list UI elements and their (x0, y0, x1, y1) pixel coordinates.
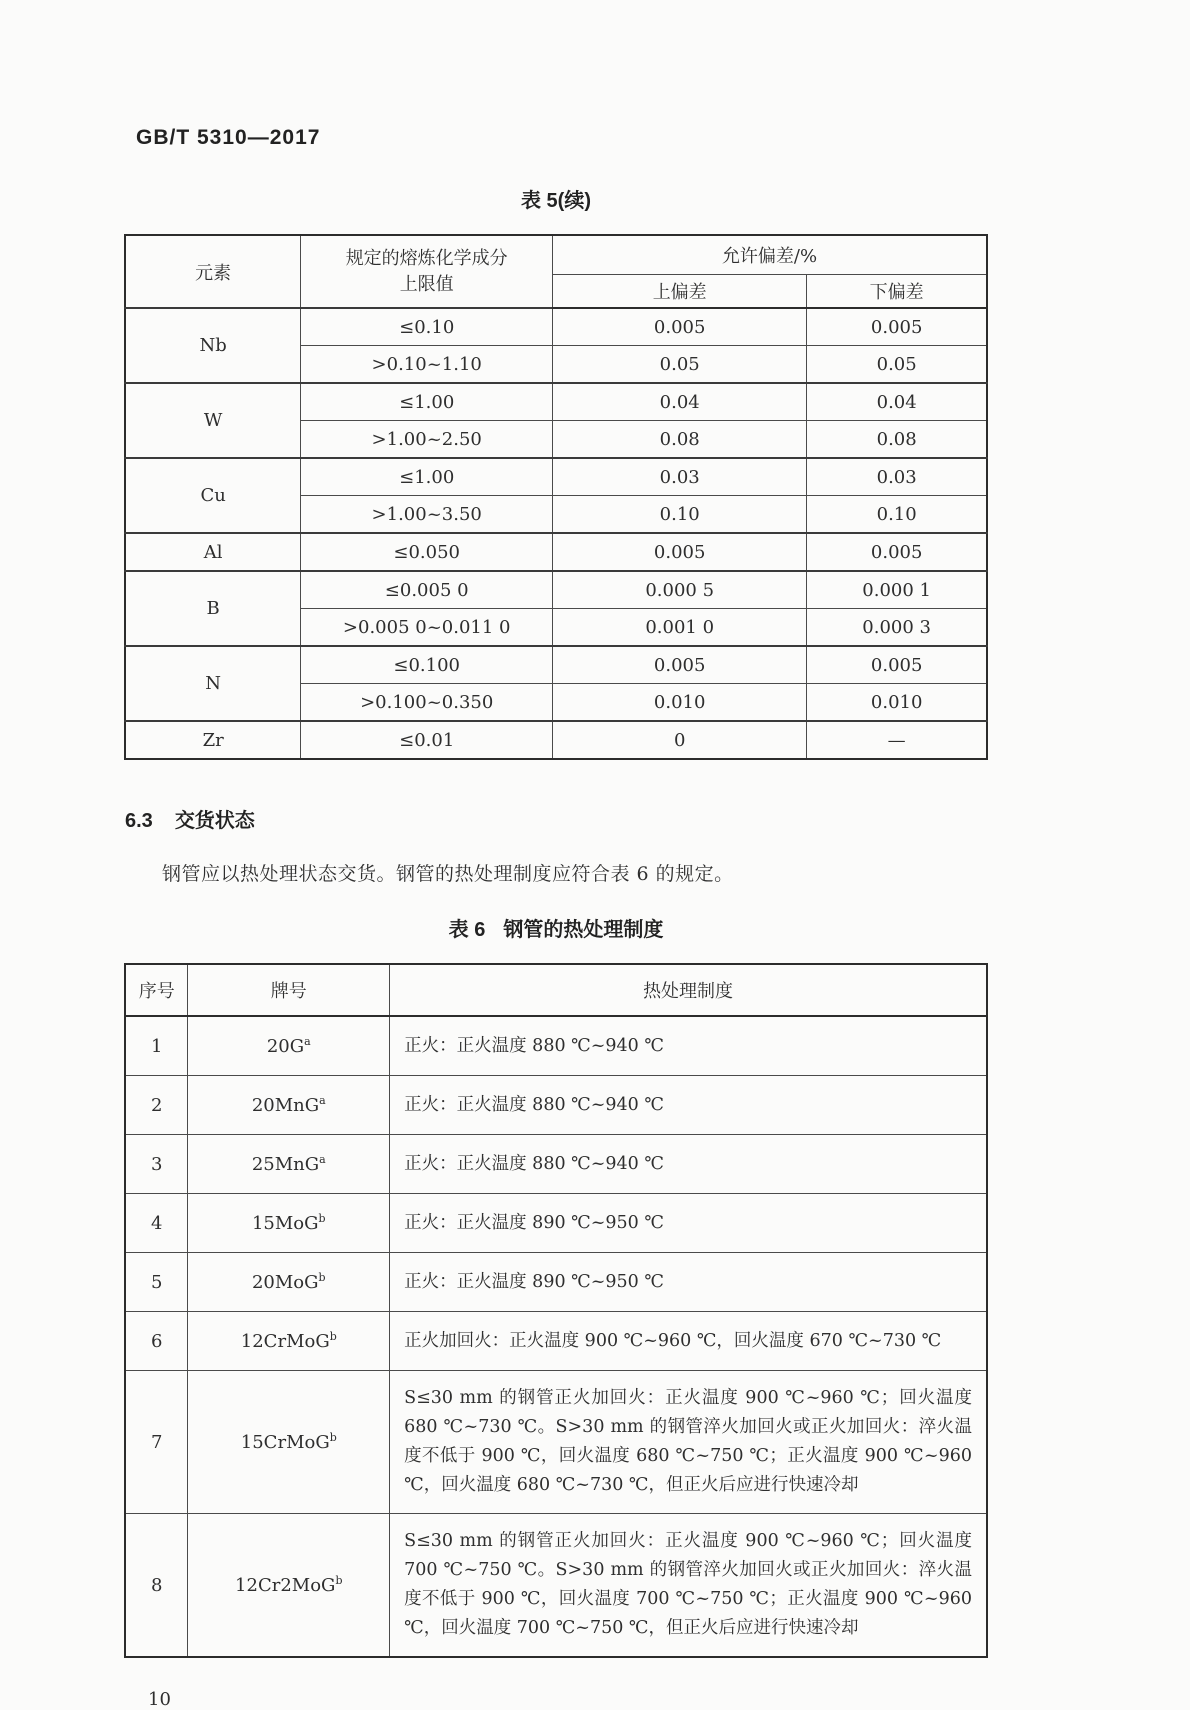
table-row (125, 646, 987, 684)
lower-dev-cell: 0.010 (807, 684, 987, 722)
table5-header-row-1 (125, 235, 987, 275)
regime-cell: 正火：正火温度 880 ℃~940 ℃ (390, 1016, 987, 1076)
table6-header-row (125, 964, 987, 1016)
no-cell: 5 (125, 1253, 188, 1312)
table-row (125, 1371, 987, 1514)
lower-dev-cell: 0.005 (807, 533, 987, 571)
grade-text: 12Cr2MoG (235, 1574, 336, 1596)
col-header-element: 元素 (125, 235, 301, 308)
table-row (125, 308, 987, 346)
table-row (125, 1312, 987, 1371)
element-cell: Nb (125, 308, 301, 383)
grade-footnote-mark: b (335, 1573, 343, 1587)
table-row (125, 383, 987, 421)
regime-cell: S≤30 mm 的钢管正火加回火：正火温度 900 ℃~960 ℃；回火温度 680 ℃~730 ℃。S>30 mm 的钢管淬火加回火或正火加回火：淬火温度不低于 900 ℃，回火温度 680 ℃~750 ℃；正火温度 900 ℃~960 ℃，回火温度 680 ℃~730 ℃，但正火后应进行快速冷却 (390, 1371, 987, 1514)
table-row (125, 458, 987, 496)
grade-footnote-mark: b (318, 1211, 326, 1225)
regime-cell: 正火：正火温度 880 ℃~940 ℃ (390, 1135, 987, 1194)
table6-heat-treatment (124, 963, 988, 1658)
col-header-upper-deviation: 上偏差 (553, 275, 807, 309)
spec-cell: >0.005 0~0.011 0 (301, 609, 553, 647)
upper-dev-cell: 0.05 (553, 346, 807, 384)
grade-text: 15MoG (251, 1212, 319, 1234)
table-row (125, 1253, 987, 1312)
table-row (125, 1514, 987, 1658)
grade-cell (188, 1312, 390, 1371)
upper-dev-cell: 0 (553, 721, 807, 759)
upper-dev-cell: 0.005 (553, 308, 807, 346)
spec-cell: >0.10~1.10 (301, 346, 553, 384)
element-cell: W (125, 383, 301, 458)
upper-dev-cell: 0.001 0 (553, 609, 807, 647)
spec-limit-line2: 上限值 (399, 273, 454, 295)
regime-cell: 正火：正火温度 890 ℃~950 ℃ (390, 1253, 987, 1312)
table-row (125, 721, 987, 759)
upper-dev-cell: 0.005 (553, 646, 807, 684)
lower-dev-cell: — (807, 721, 987, 759)
spec-cell: >1.00~2.50 (301, 421, 553, 459)
regime-cell: 正火加回火：正火温度 900 ℃~960 ℃，回火温度 670 ℃~730 ℃ (390, 1312, 987, 1371)
table-row (125, 1016, 987, 1076)
table5-title: 表 5(续) (521, 190, 591, 212)
spec-cell: ≤0.005 0 (301, 571, 553, 609)
lower-dev-cell: 0.005 (807, 308, 987, 346)
upper-dev-cell: 0.000 5 (553, 571, 807, 609)
no-cell: 2 (125, 1076, 188, 1135)
table6-title-label: 表 6 (448, 919, 486, 941)
no-cell: 4 (125, 1194, 188, 1253)
doc-number: GB/T 5310—2017 (136, 126, 321, 149)
grade-text: 20G (266, 1035, 305, 1057)
grade-cell (188, 1371, 390, 1514)
col-header-lower-deviation: 下偏差 (807, 275, 987, 309)
lower-dev-cell: 0.08 (807, 421, 987, 459)
col-header-deviation: 允许偏差/% (553, 235, 987, 275)
lower-dev-cell: 0.05 (807, 346, 987, 384)
spec-cell: >1.00~3.50 (301, 496, 553, 534)
upper-dev-cell: 0.010 (553, 684, 807, 722)
lower-dev-cell: 0.10 (807, 496, 987, 534)
no-cell: 3 (125, 1135, 188, 1194)
lower-dev-cell: 0.04 (807, 383, 987, 421)
lower-dev-cell: 0.005 (807, 646, 987, 684)
table-row (125, 1135, 987, 1194)
spec-cell: ≤1.00 (301, 458, 553, 496)
no-cell: 6 (125, 1312, 188, 1371)
spec-cell: ≤0.100 (301, 646, 553, 684)
grade-footnote-mark: a (319, 1152, 326, 1166)
grade-footnote-mark: b (329, 1430, 337, 1444)
lower-dev-cell: 0.000 1 (807, 571, 987, 609)
grade-cell (188, 1016, 390, 1076)
grade-cell (188, 1076, 390, 1135)
col-header-no: 序号 (125, 964, 188, 1016)
table-row (125, 1076, 987, 1135)
table-row (125, 533, 987, 571)
page (124, 0, 988, 1710)
table5-chemical-deviation (124, 234, 988, 760)
lower-dev-cell: 0.000 3 (807, 609, 987, 647)
grade-text: 20MnG (251, 1094, 320, 1116)
paragraph: 钢管应以热处理状态交货。钢管的热处理制度应符合表 6 的规定。 (162, 863, 734, 885)
page-number: 10 (148, 1689, 171, 1710)
grade-text: 15CrMoG (240, 1431, 330, 1453)
upper-dev-cell: 0.08 (553, 421, 807, 459)
upper-dev-cell: 0.04 (553, 383, 807, 421)
upper-dev-cell: 0.005 (553, 533, 807, 571)
grade-text: 20MoG (251, 1271, 319, 1293)
regime-cell: S≤30 mm 的钢管正火加回火：正火温度 900 ℃~960 ℃；回火温度 700 ℃~750 ℃。S>30 mm 的钢管淬火加回火或正火加回火：淬火温度不低于 900 ℃，回火温度 700 ℃~750 ℃；正火温度 900 ℃~960 ℃，回火温度 700 ℃~750 ℃，但正火后应进行快速冷却 (390, 1514, 987, 1658)
lower-dev-cell: 0.03 (807, 458, 987, 496)
col-header-regime: 热处理制度 (390, 964, 987, 1016)
no-cell: 7 (125, 1371, 188, 1514)
section-number: 6.3 (125, 810, 153, 832)
grade-text: 25MnG (251, 1153, 320, 1175)
col-header-spec-limit (301, 235, 553, 308)
table-row (125, 571, 987, 609)
regime-cell: 正火：正火温度 880 ℃~940 ℃ (390, 1076, 987, 1135)
spec-cell: ≤1.00 (301, 383, 553, 421)
grade-cell (188, 1135, 390, 1194)
upper-dev-cell: 0.03 (553, 458, 807, 496)
grade-footnote-mark: b (329, 1329, 337, 1343)
spec-cell: ≤0.050 (301, 533, 553, 571)
spec-limit-line1: 规定的熔炼化学成分 (345, 247, 508, 269)
table6-title (124, 913, 988, 942)
element-cell: Cu (125, 458, 301, 533)
element-cell: B (125, 571, 301, 646)
regime-cell: 正火：正火温度 890 ℃~950 ℃ (390, 1194, 987, 1253)
grade-cell (188, 1514, 390, 1658)
section-title: 交货状态 (174, 810, 255, 832)
grade-cell (188, 1253, 390, 1312)
upper-dev-cell: 0.10 (553, 496, 807, 534)
element-cell: N (125, 646, 301, 721)
section-heading (125, 804, 988, 833)
spec-cell: >0.100~0.350 (301, 684, 553, 722)
element-cell: Al (125, 533, 301, 571)
spec-cell: ≤0.10 (301, 308, 553, 346)
col-header-grade: 牌号 (188, 964, 390, 1016)
grade-cell (188, 1194, 390, 1253)
grade-footnote-mark: b (318, 1270, 326, 1284)
element-cell: Zr (125, 721, 301, 759)
grade-footnote-mark: a (304, 1034, 311, 1048)
table6-title-text: 钢管的热处理制度 (503, 919, 664, 941)
table-row (125, 1194, 987, 1253)
grade-text: 12CrMoG (240, 1330, 330, 1352)
no-cell: 8 (125, 1514, 188, 1658)
spec-cell: ≤0.01 (301, 721, 553, 759)
grade-footnote-mark: a (319, 1093, 326, 1107)
no-cell: 1 (125, 1016, 188, 1076)
